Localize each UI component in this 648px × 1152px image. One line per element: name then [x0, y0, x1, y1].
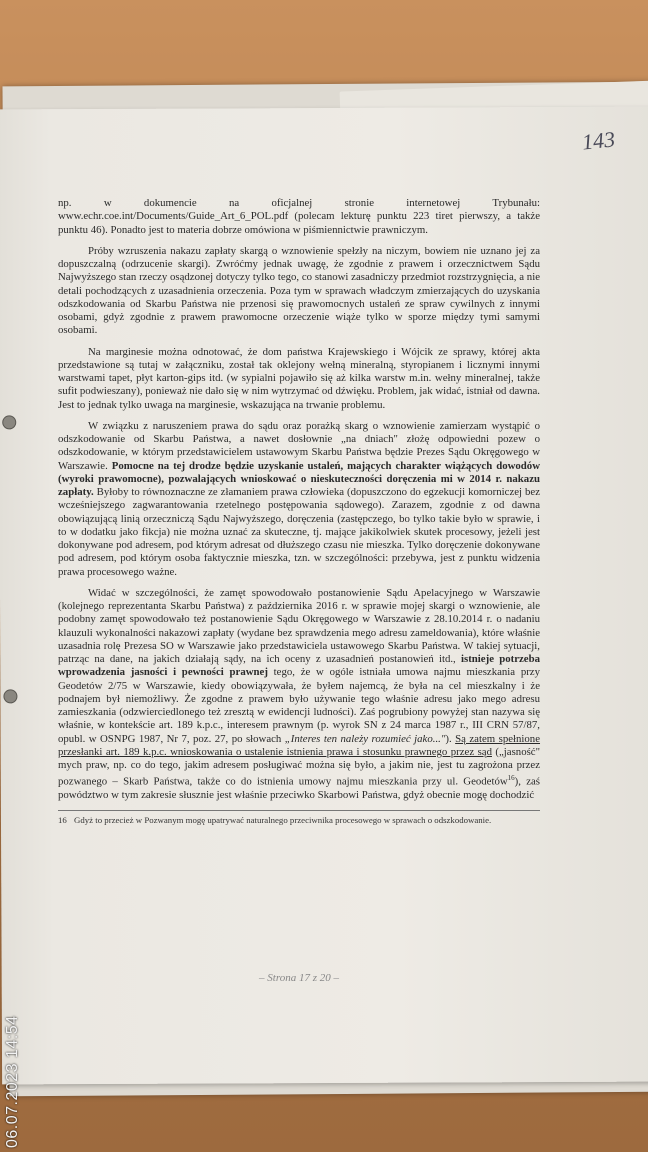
page-footer: – Strona 17 z 20 – — [259, 972, 339, 984]
text-run: Byłoby to równoznaczne ze złamaniem prawa człowieka (dopuszczono do egzekucji komorniczej bez wcześniejszego zagwarantowania rzetelnego postępowania sądowego). Zarazem, zgodnie z od dawna obowiązującą linią orzeczniczą Sądu Najwyższego, doręczenia (zastępczego, bo tylko takie było w sprawie, i to w dodatku jako fikcja) nie można uznać za skuteczne, tj. mające jakikolwiek skutek procesowy, jeżeli jest dokonywane pod adresem, pod którym adresat od dłuższego czasu nie mieszka. Tylko doręczenie dokonywane pod adresem, pod którym osoba faktycznie mieszka, tzn. w szczególności: przebywa, jest z punktu widzenia prawa procesowego ważne. — [58, 486, 540, 578]
document-body — [58, 197, 540, 826]
binder-hole-icon — [3, 689, 17, 703]
text-run: („jasność" mych praw, np. co do tego, jakim adresem posługiwać można się było, a jakim nie, jest tu zagrożona przez pozwanego – Skarb Państwa, także co do istnienia umowy najmu mieszkania przy ul. Geodetów — [58, 745, 540, 788]
text-run: ). — [445, 732, 456, 745]
paragraph — [58, 197, 540, 237]
text-run: Są zatem spełnione przesłanki art. 189 k.p.c. wnioskowania o ustalenie istnienia prawa i stosunku prawnego przez sąd — [58, 732, 541, 758]
text-run: Widać w szczególności, że zamęt spowodowało postanowienie Sądu Apelacyjnego w Warszawie (kolejnego reprezentanta Skarbu Państwa) z października 2016 r. w sprawie mojej skargi o wznowienie, ale podobny zamęt spowodowało też postanowienie Sądu Okręgowego w Warszawie z 28.10.2014 r. o nadaniu klauzuli wykonalności nakazowi zapłaty (wydane bez sprawdzenia mego adresu zameldowania), które właśnie uzasadnia rolę Prezesa SO w Warszawie jako przedstawiciela ustawowego Skarbu Państwa. W takiej sytuacji, patrząc na dane, na jakich działają sądy, na ich oceny z uzasadnień postanowień itd., — [58, 586, 540, 665]
text-run: tego, że w ogóle istniała umowa najmu mieszkania przy Geodetów 2/75 w Warszawie, kiedy obowiązywała, że byłem najemcą, że była na cel mieszkalny i że podnajem był niemożliwy. Że zgodne z prawem było używanie tego właśnie adresu jako mego adresu zamieszkania (odzwierciedlonego też zresztą w ewidencji ludności). Zaś pogrubiony powyżej stan nazywa się właśnie, w kontekście art. 189 k.p.c., interesem prawnym (p. wyrok SN z 24 marca 1987 r., III CRN 57/87, opubl. w OSNPG 1987, Nr 7, poz. 27, po słowach — [58, 666, 541, 745]
paragraph — [58, 587, 540, 803]
footnote-number: 16 — [58, 815, 67, 826]
text-run: Pomocne na tej drodze będzie uzyskanie ustaleń, mających charakter wiążących dowodów (wyroki prawomocne), pozwalających wnioskować o nieskuteczności doręczenia mi w 2014 r. nakazu zapłaty. — [58, 459, 540, 498]
handwritten-page-number: 143 — [580, 126, 617, 155]
text-run: Na marginesie można odnotować, że dom państwa Krajewskiego i Wójcik ze sprawy, której akta przedstawione są tutaj w załączniku, został tak oklejony wełną mineralną, styropianem i licznymi innymi warstwami tapet, płyt karton-gips itd. (w sypialni pojawiło się aż kilka warstw m.in. wełny mineralnej, także sufit podwieszany), ponieważ nie dało się w nim wytrzymać od dźwięku. Problem, jak widać, istniał od dawna. Jest to jednak tylko uwaga na marginesie, wskazująca na trwanie problemu. — [58, 345, 540, 411]
text-run: „Interes ten należy rozumieć jako..." — [284, 732, 446, 745]
text-run: ), zaś powództwo w tym zakresie słusznie jest właśnie przeciwko Skarbowi Państwa, gdyż obecnie mogę dochodzić — [58, 775, 540, 802]
text-run: np. w dokumencie na oficjalnej stronie internetowej Trybunału: www.echr.coe.int/Documents/Guide_Art_6_POL.pdf (polecam lekturę punktu 223 tiret pierwszy, a także punktu 46). Ponadto jest to materia dobrze omówiona w piśmiennictwie prawniczym. — [58, 197, 540, 236]
paragraph — [58, 420, 540, 579]
text-run: W związku z naruszeniem prawa do sądu oraz porażką skarg o wznowienie zamierzam wystąpić o odszkodowanie od Skarbu Państwa, a nawet dosłownie „na dniach" złożę odpowiedni pozew o odszkodowanie, w którym przedstawicielem ustawowym Skarbu Państwa będzie Prezes Sądu Okręgowego w Warszawie. — [58, 419, 540, 472]
paragraph — [58, 346, 540, 412]
text-run: Próby wzruszenia nakazu zapłaty skargą o wznowienie spełzły na niczym, bowiem nie uznano jej za dopuszczalną (odrzucenie skargi). Zwróćmy jednak uwagę, że zgodnie z prawem i orzecznictwem Sądu Najwyższego stan rzeczy osądzonej dotyczy tylko tego, co stanowi zasadniczy przedmiot rozstrzygnięcia, a nie detali pochodzących z uzasadnienia orzeczenia. Poza tym w sprawach władczym zmierzających do uzyskania odszkodowania od Skarbu Państwa nie przenosi się prawomocnych ustaleń ze spraw cywilnych z innymi osobami, gdyż zgodnie z prawem prawomocne orzeczenie wiąże tylko w sporze między tymi samymi osobami. — [58, 244, 540, 337]
footnote — [58, 810, 540, 826]
photo-timestamp: 06.07.2023 14:54 — [4, 1015, 21, 1148]
text-run: istnieje potrzeba wprowadzenia jasności i pewności prawnej — [58, 653, 540, 679]
footnote-text: Gdyż to przecież w Pozwanym mogę upatrywać naturalnego przeciwnika procesowego w sprawach o odszkodowanie. — [74, 815, 492, 826]
paragraph — [58, 245, 540, 338]
footnote-reference: 16 — [507, 774, 515, 783]
binder-hole-icon — [2, 415, 16, 429]
